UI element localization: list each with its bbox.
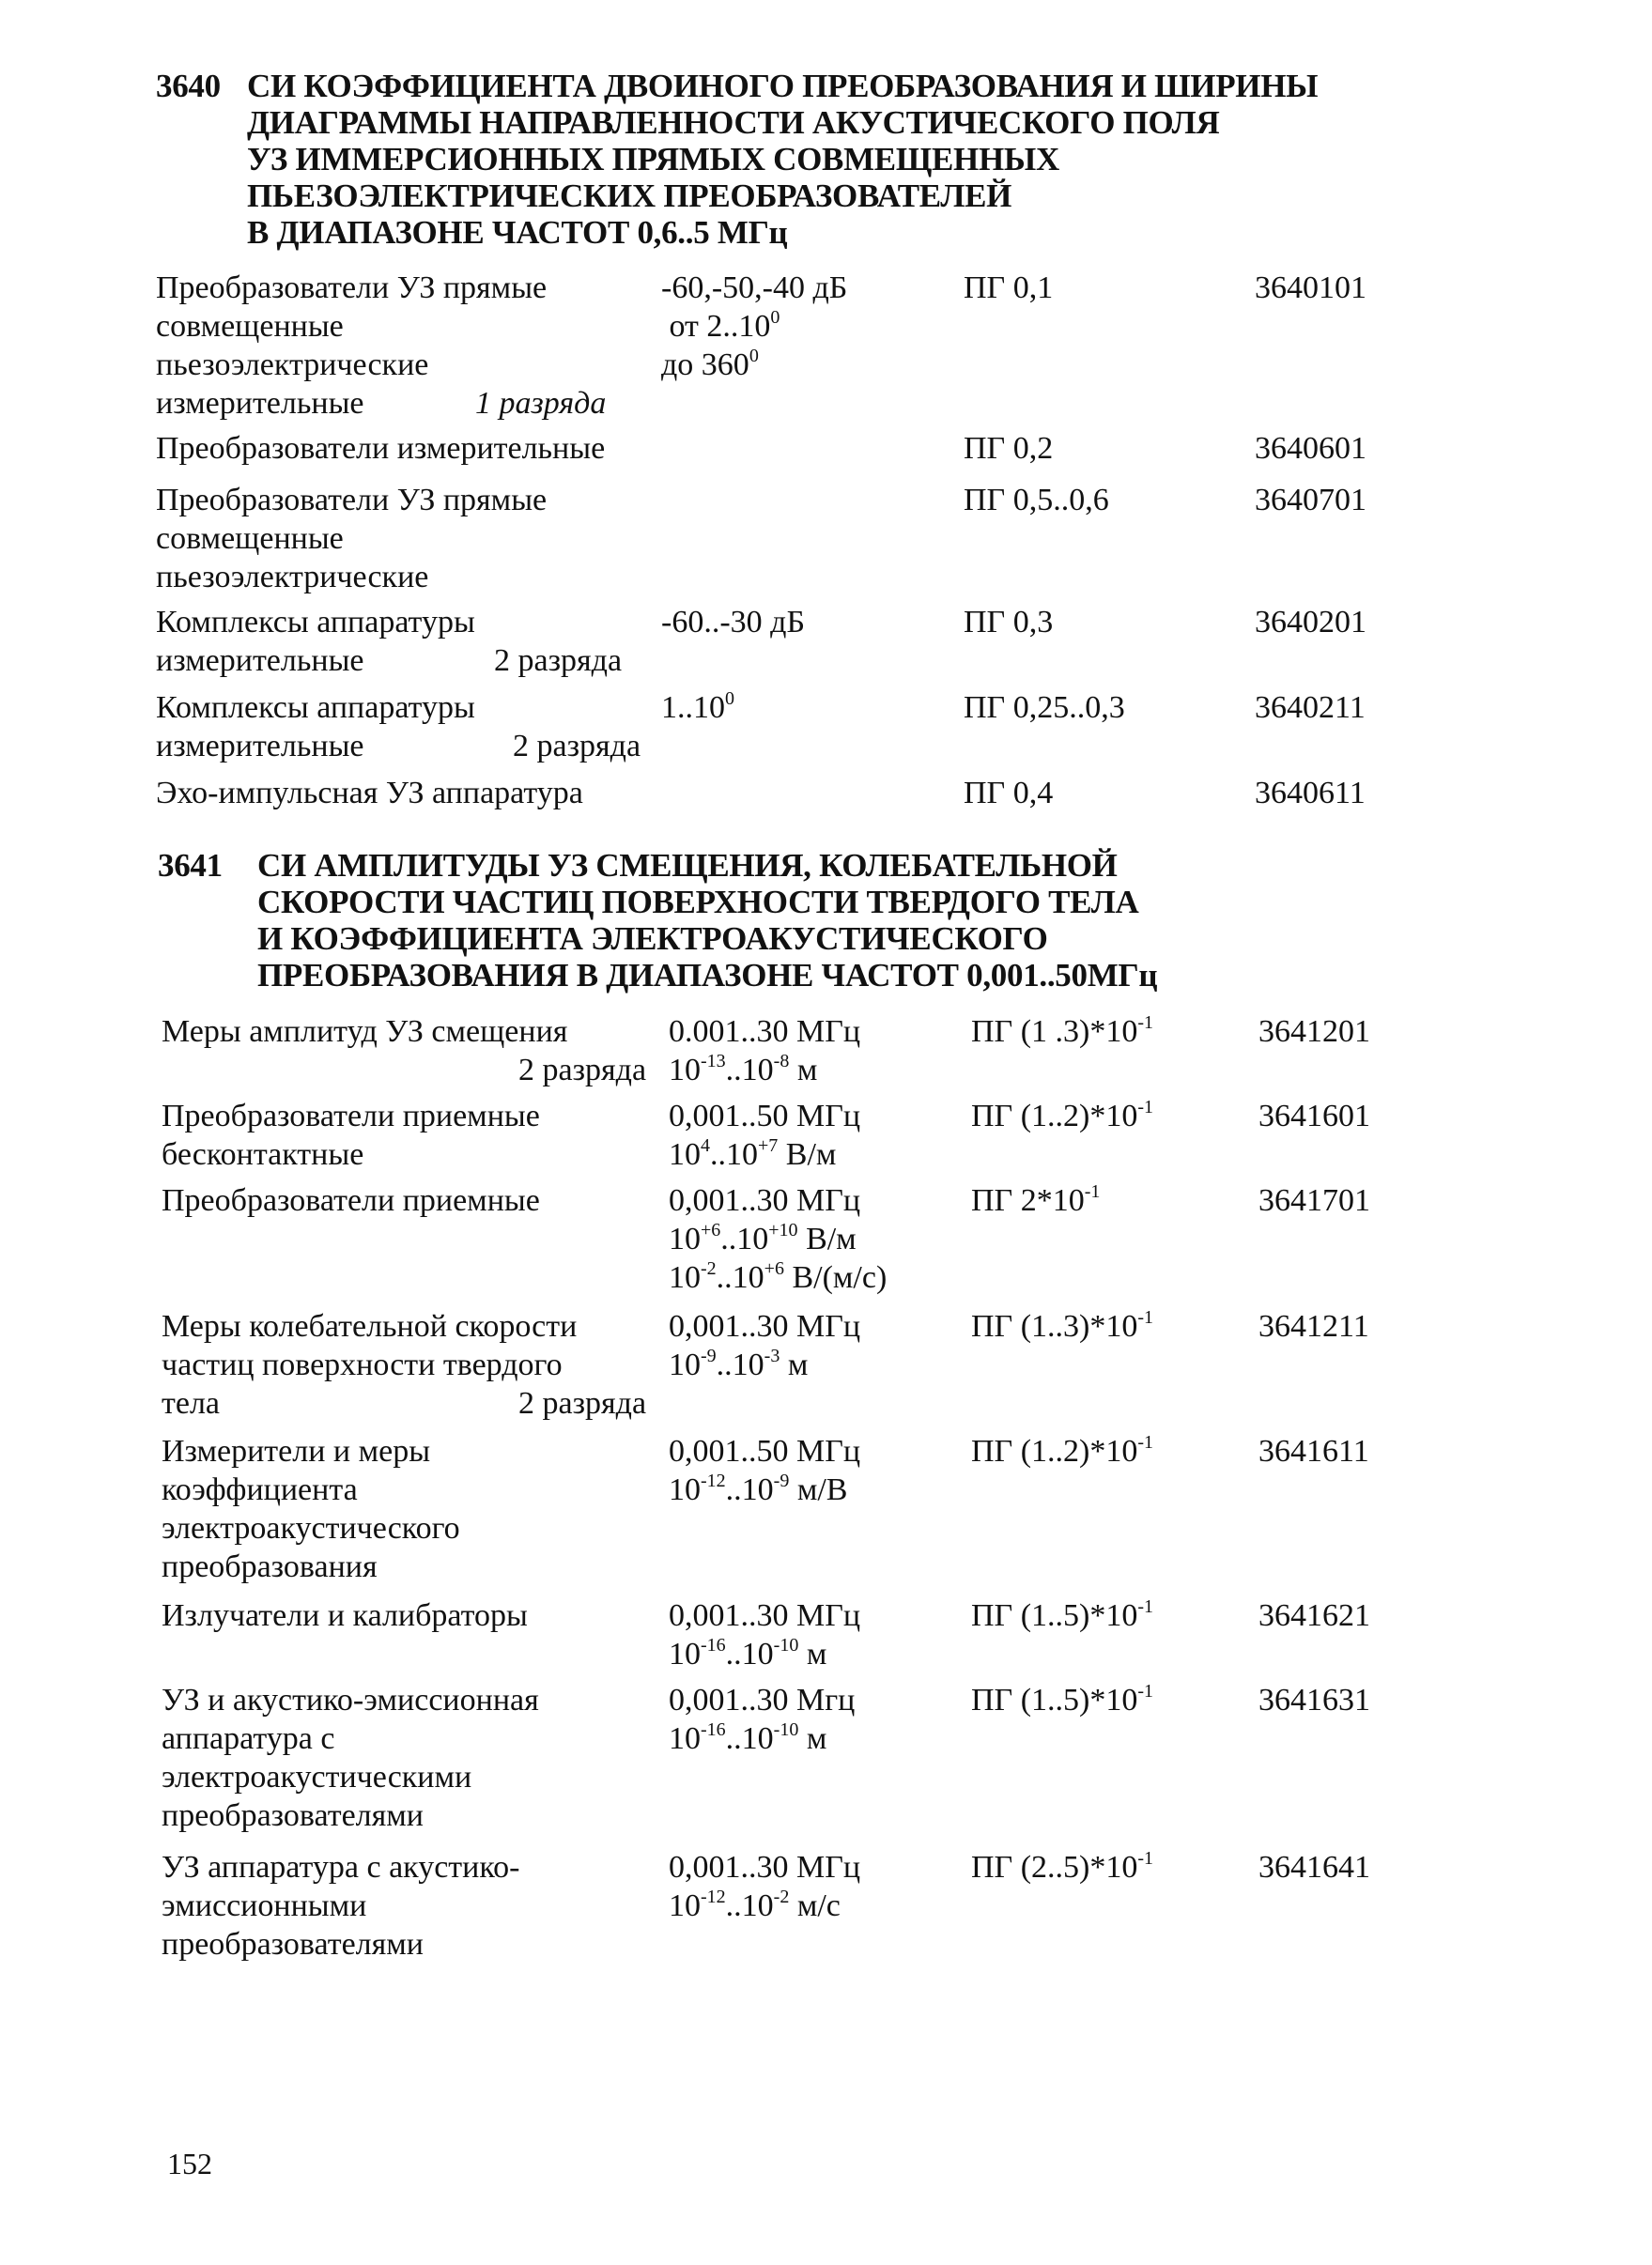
code-value: 3641641 [1258,1850,1370,1885]
name-line: измерительные [156,643,364,678]
instrument-name [156,603,475,680]
range-line: $10^{-12}..10^{-9}$ м/В [669,1471,848,1507]
name-line: Измерители и меры [162,1434,431,1469]
measurement-range [669,1097,860,1174]
accuracy-value: ПГ 0,3 [964,605,1054,639]
section-title-line: В ДИАПАЗОНЕ ЧАСТОТ 0,6..5 МГц [247,214,788,251]
section-title [257,847,1157,994]
name-line: совмещенные [156,309,344,344]
section-title-line: И КОЭФФИЦИЕНТА ЭЛЕКТРОАКУСТИЧЕСКОГО [257,920,1048,957]
section-title-line: УЗ ИММЕРСИОННЫХ ПРЯМЫХ СОВМЕЩЕННЫХ [247,141,1059,177]
name-line: Преобразователи УЗ прямые [156,270,548,305]
range-line: до $360^0$ [661,346,759,382]
range-line: 0,001..30 Мгц [669,1683,856,1718]
range-line: 0,001..30 МГц [669,1183,861,1218]
name-line: УЗ и акустико-эмиссионная [162,1683,539,1718]
measurement-range [669,1181,887,1297]
name-line: Комплексы аппаратуры [156,605,475,639]
name-line: Излучатели и калибраторы [162,1598,528,1633]
instrument-name [162,1848,519,1964]
range-line: $10^{-16}..10^{-10}$ м [669,1635,827,1672]
instrument-name [156,774,583,812]
name-line: частиц поверхности твердого [162,1348,563,1382]
section-title-line: ПРЕОБРАЗОВАНИЯ В ДИАПАЗОНЕ ЧАСТОТ 0,001..50МГц [257,957,1158,994]
section-title-line: ПЬЕЗОЭЛЕКТРИЧЕСКИХ ПРЕОБРАЗОВАТЕЛЕЙ [247,177,1012,214]
range-line: $10^{+6}..10^{+10}$ В/м [669,1220,857,1256]
range-line: 0,001..30 МГц [669,1598,861,1633]
name-line: Меры колебательной скорости [162,1309,578,1344]
range-line: $10^{-16}..10^{-10}$ м [669,1719,827,1756]
code-value: 3641621 [1258,1598,1370,1633]
measurement-range [661,688,734,727]
code-value: 3641201 [1258,1014,1370,1049]
rank-label: 2 разряда [513,729,641,763]
code-value: 3640601 [1255,431,1366,466]
range-line: 1..10$^0$ [661,688,734,725]
name-line: УЗ аппаратура с акустико- [162,1850,520,1885]
measurement-range [669,1848,860,1925]
code-value: 3640101 [1255,270,1366,305]
name-line: Меры амплитуд УЗ смещения [162,1014,568,1049]
code-value: 3641601 [1258,1099,1370,1133]
accuracy-value: ПГ 0,25..0,3 [964,690,1125,725]
accuracy-value: ПГ $(1..5)*10^{-1}$ [971,1681,1154,1718]
accuracy-value: ПГ 0,2 [964,431,1054,466]
code-value: 3641701 [1258,1183,1370,1218]
rank-label: 1 разряда [475,386,607,421]
name-line: аппаратура с [162,1721,335,1756]
instrument-name [162,1681,539,1835]
code-value: 3641631 [1258,1683,1370,1718]
name-line: Эхо-импульсная УЗ аппаратура [156,776,583,810]
instrument-name [156,481,547,596]
measurement-range [669,1012,860,1089]
range-line: $10^4..10^{+7}$ В/м [669,1135,837,1172]
measurement-range [661,603,805,641]
name-line: преобразователями [162,1927,424,1962]
instrument-name [162,1596,528,1635]
accuracy-value: ПГ $2*10^{-1}$ [971,1181,1101,1218]
accuracy-value: ПГ 0,5..0,6 [964,483,1109,517]
name-line: измерительные [156,729,364,763]
range-line: от 2..10$^0$ [669,307,780,344]
name-line: электроакустического [162,1511,460,1546]
name-line: бесконтактные [162,1137,364,1172]
code-value: 3640701 [1255,483,1366,517]
instrument-name [156,688,475,765]
section-title-line: СИ АМПЛИТУДЫ УЗ СМЕЩЕНИЯ, КОЛЕБАТЕЛЬНОЙ [257,847,1118,884]
instrument-name [162,1307,577,1423]
section-number: 3641 [158,847,223,884]
code-value: 3640611 [1255,776,1366,810]
range-line: $10^{-2}..10^{+6}$ В/(м/с) [669,1258,888,1295]
accuracy-value: ПГ $(2..5)*10^{-1}$ [971,1848,1154,1885]
instrument-name [162,1012,567,1051]
name-line: Преобразователи приемные [162,1183,540,1218]
name-line: Преобразователи измерительные [156,431,606,466]
instrument-name [162,1432,460,1586]
section-title-line: СКОРОСТИ ЧАСТИЦ ПОВЕРХНОСТИ ТВЕРДОГО ТЕЛА [257,884,1139,920]
range-line: $10^{-12}..10^{-2}$ м/с [669,1887,841,1923]
accuracy-value: ПГ $(1..2)*10^{-1}$ [971,1432,1154,1469]
range-line: 0,001..30 МГц [669,1309,861,1344]
accuracy-value: ПГ $(1..5)*10^{-1}$ [971,1596,1154,1633]
measurement-range [669,1432,860,1509]
accuracy-value: ПГ 0,4 [964,776,1054,810]
code-value: 3640211 [1255,690,1366,725]
range-line: -60..-30 дБ [661,605,805,639]
name-line: измерительные [156,386,364,421]
name-line: Комплексы аппаратуры [156,690,475,725]
name-line: совмещенные [156,521,344,556]
name-line: Преобразователи приемные [162,1099,540,1133]
name-line: эмиссионными [162,1888,367,1923]
range-line: $10^{-9}..10^{-3}$ м [669,1346,809,1382]
section-number: 3640 [156,68,221,104]
range-line: 0.001..30 МГц [669,1014,861,1049]
page-number: 152 [167,2147,212,2180]
measurement-range [661,269,847,384]
instrument-name [156,429,605,468]
code-value: 3641611 [1258,1434,1369,1469]
name-line: Преобразователи УЗ прямые [156,483,548,517]
range-line: -60,-50,-40 дБ [661,270,848,305]
accuracy-value: ПГ $(1..2)*10^{-1}$ [971,1097,1154,1133]
name-line: преобразования [162,1549,378,1584]
accuracy-value: ПГ $(1..3)*10^{-1}$ [971,1307,1154,1344]
name-line: электроакустическими [162,1760,472,1795]
section-title [247,68,1318,251]
range-line: $10^{-13}..10^{-8}$ м [669,1051,818,1087]
accuracy-value: ПГ (1 $.3)*10^{-1}$ [971,1012,1154,1049]
section-title-line: СИ КОЭФФИЦИЕНТА ДВОИНОГО ПРЕОБРАЗОВАНИЯ И ШИРИНЫ [247,68,1319,104]
name-line: пьезоэлектрические [156,347,429,382]
rank-label: 2 разряда [494,643,623,678]
instrument-name [162,1181,540,1220]
accuracy-value: ПГ 0,1 [964,270,1054,305]
name-line: коэффициента [162,1472,358,1507]
range-line: 0,001..30 МГц [669,1850,861,1885]
measurement-range [669,1307,860,1384]
range-line: 0,001..50 МГц [669,1099,861,1133]
code-value: 3641211 [1258,1309,1369,1344]
range-line: 0,001..50 МГц [669,1434,861,1469]
instrument-name [162,1097,540,1174]
rank-label: 2 разряда [518,1053,647,1087]
name-line: пьезоэлектрические [156,560,429,594]
measurement-range [669,1596,860,1673]
section-title-line: ДИАГРАММЫ НАПРАВЛЕННОСТИ АКУСТИЧЕСКОГО ПОЛЯ [247,104,1220,141]
name-line: тела [162,1386,221,1421]
name-line: преобразователями [162,1798,424,1833]
rank-label: 2 разряда [518,1386,647,1421]
code-value: 3640201 [1255,605,1366,639]
measurement-range [669,1681,855,1758]
